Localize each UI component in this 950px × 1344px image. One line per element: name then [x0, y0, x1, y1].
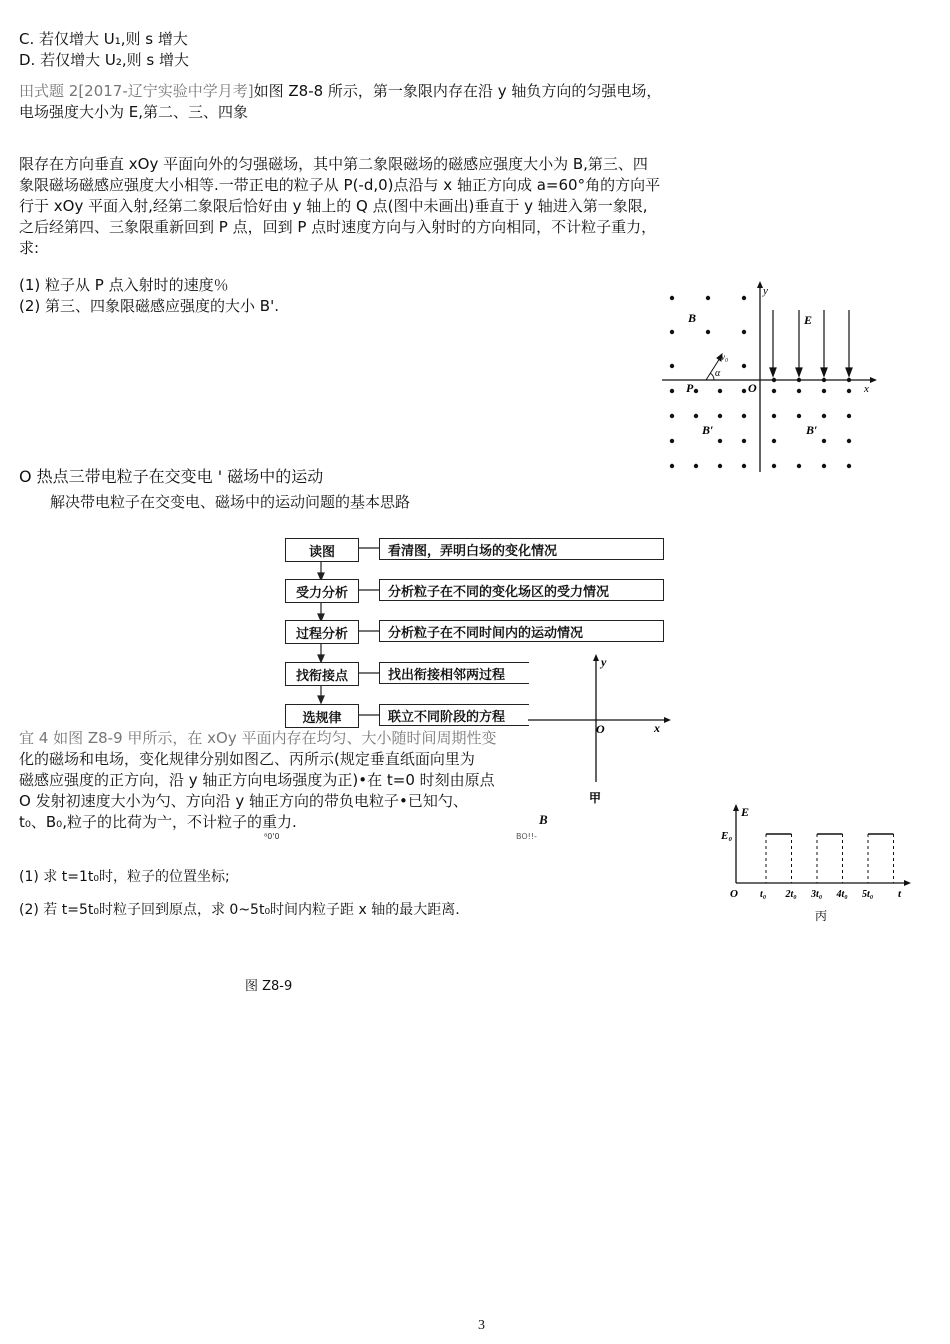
fig-jia-label-x: x: [654, 721, 660, 735]
variant2-body-line: 限存在方向垂直 xOy 平面向外的匀强磁场，其中第二象限磁场的磁感应强度大小为 B,第三、四: [19, 155, 648, 173]
flow-desc-read-graph: 看清图，弄明白场的变化情况: [379, 538, 664, 560]
field-dot: [822, 439, 826, 443]
field-dot: [670, 330, 674, 334]
flow-step-find-joint: 找衔接点: [285, 662, 359, 686]
option-d: D. 若仅增大 U₂,则 s 增大: [19, 51, 189, 69]
example4-question-1: (1) 求 t=1t₀时，粒子的位置坐标;: [19, 869, 230, 885]
figure-bing: [718, 802, 918, 927]
field-dot: [706, 296, 710, 300]
field-dot: [822, 464, 826, 468]
fig-bing-label-e: E: [741, 805, 750, 819]
fig-bing-caption: 丙: [815, 909, 828, 923]
example4-line: [19, 728, 509, 749]
hotspot-subtitle: 解决带电粒子在交变电、磁场中的运动问题的基本思路: [50, 493, 411, 511]
example4-body: [19, 728, 509, 833]
fig-bing-label-t: t: [898, 888, 902, 900]
fig-bing-label-e0: E₀: [721, 830, 733, 842]
example4-line: O 发射初速度大小为勺、方向沿 y 轴正方向的带负电粒子•已知勺、: [19, 792, 468, 810]
fig-bing-label-o: O: [730, 888, 738, 900]
fig-z88-label-o: O: [748, 381, 757, 395]
variant2-body-line: 求:: [19, 239, 40, 257]
variant2-body-line: 象限磁场磁感应强度大小相等.一带正电的粒子从 P(-d,0)点沿与 x 轴正方向成 a=60°角的方向平: [19, 176, 661, 194]
fig-z88-label-b: B: [688, 311, 697, 325]
field-dot: [670, 364, 674, 368]
variant2-tag: 式题 2[2017-辽宁实验中学月考]: [34, 82, 254, 100]
fig-jia-caption: 甲: [589, 791, 602, 805]
field-dot: [670, 389, 674, 393]
example4-line-0: 宜 4 如图 Z8-9 甲所示，在 xOy 平面内存在均匀、大小随时间周期性变: [19, 729, 497, 747]
variant2-line1: [19, 80, 661, 101]
flow-desc-process-analysis: 分析粒子在不同时间内的运动情况: [379, 620, 664, 642]
example4-line: t₀、B₀,粒子的比荷为亠，不计粒子的重力.: [19, 813, 297, 831]
hotspot-title: O 热点三带电粒子在交变电 ' 磁场中的运动: [19, 467, 324, 486]
field-dot: [694, 414, 698, 418]
field-dot: [670, 439, 674, 443]
field-dot: [742, 330, 746, 334]
example4-question-2: (2) 若 t=5t₀时粒子回到原点，求 0~5t₀时间内粒子距 x 轴的最大距离.: [19, 902, 460, 918]
field-dot: [797, 389, 801, 393]
field-dot: [718, 439, 722, 443]
field-dot: [772, 464, 776, 468]
fig-z88-label-v0: v₀: [721, 352, 729, 362]
flow-step-force-analysis: 受力分析: [285, 579, 359, 603]
variant2-line1-rest: 如图 Z8-8 所示，第一象限内存在沿 y 轴负方向的匀强电场，: [253, 82, 662, 100]
fig-jia-label-o: O: [596, 722, 605, 736]
figure-jia: [528, 652, 673, 807]
fig-z88-label-bprime-right: B′: [806, 423, 818, 437]
example4-fragment-b: B: [539, 812, 548, 827]
field-dot: [742, 296, 746, 300]
example4-fragment-left: ⁸0'0: [264, 832, 280, 841]
field-dot: [847, 464, 851, 468]
fig-z88-label-alpha: α: [715, 368, 721, 379]
option-c: C. 若仅增大 U₁,则 s 增大: [19, 30, 188, 48]
e-field-square-wave: [766, 834, 894, 883]
example4-fragment-b0: BO!!-: [516, 832, 537, 841]
field-dot: [670, 414, 674, 418]
fig-z88-label-e: E: [804, 313, 813, 327]
page-number: 3: [478, 1318, 485, 1333]
fig-jia-label-y: y: [601, 655, 607, 669]
variant2-question-2: (2) 第三、四象限磁感应强度的大小 B'.: [19, 297, 279, 315]
field-dot: [742, 364, 746, 368]
field-dot: [694, 464, 698, 468]
fig-z88-label-y: y: [763, 285, 768, 297]
variant2-body-line: 之后经第四、三象限重新回到 P 点，回到 P 点时速度方向与入射时的方向相同，不计粒子重力，: [19, 218, 657, 236]
fig-bing-tick-label: 4t₀: [836, 889, 848, 900]
field-dot: [718, 414, 722, 418]
variant2-body: [19, 154, 679, 259]
flow-desc-choose-law: 联立不同阶段的方程: [379, 704, 529, 726]
field-dot: [797, 414, 801, 418]
example4-line: 化的磁场和电场，变化规律分别如图乙、丙所示(规定垂直纸面向里为: [19, 750, 475, 768]
figure-z8-9-caption: 图 Z8-9: [245, 979, 293, 994]
fig-bing-tick-label: t₀: [760, 889, 767, 900]
field-dot: [847, 439, 851, 443]
field-dot: [822, 389, 826, 393]
figure-z8-8: [658, 280, 878, 480]
field-dot: [706, 330, 710, 334]
fig-z88-label-x: x: [864, 383, 869, 395]
example4-line: 磁感应强度的正方向，沿 y 轴正方向电场强度为正)•在 t=0 时刻由原点: [19, 771, 495, 789]
field-dot: [670, 296, 674, 300]
field-dot: [797, 464, 801, 468]
fig-z88-label-bprime-left: B′: [702, 423, 714, 437]
variant2-question-1: (1) 粒子从 P 点入射时的速度％: [19, 276, 229, 294]
field-dot: [847, 389, 851, 393]
field-dot: [772, 389, 776, 393]
field-dot: [822, 414, 826, 418]
variant2-marker: 田: [19, 82, 35, 100]
field-dot: [772, 414, 776, 418]
field-dot: [718, 389, 722, 393]
flow-step-read-graph: 读图: [285, 538, 359, 562]
variant2-line2: 电场强度大小为 E,第二、三、四象: [19, 103, 249, 121]
field-dot: [742, 439, 746, 443]
field-dot: [742, 389, 746, 393]
field-dot: [742, 414, 746, 418]
fig-bing-tick-label: 3t₀: [811, 889, 823, 900]
fig-bing-tick-label: 5t₀: [862, 889, 874, 900]
flow-step-process-analysis: 过程分析: [285, 620, 359, 644]
flow-step-choose-law: 选规律: [285, 704, 359, 728]
field-dot: [742, 464, 746, 468]
fig-bing-tick-label: 2t₀: [785, 889, 797, 900]
field-dot: [694, 389, 698, 393]
field-dot: [772, 439, 776, 443]
variant2-body-line: 行于 xOy 平面入射,经第二象限后恰好由 y 轴上的 Q 点(图中未画出)垂直于 y 轴进入第一象限,: [19, 197, 648, 215]
field-dot: [670, 464, 674, 468]
flow-desc-find-joint: 找出衔接相邻两过程: [379, 662, 529, 684]
flow-desc-force-analysis: 分析粒子在不同的变化场区的受力情况: [379, 579, 664, 601]
fig-z88-label-p: P: [686, 381, 694, 395]
field-dot: [718, 464, 722, 468]
field-dot: [847, 414, 851, 418]
